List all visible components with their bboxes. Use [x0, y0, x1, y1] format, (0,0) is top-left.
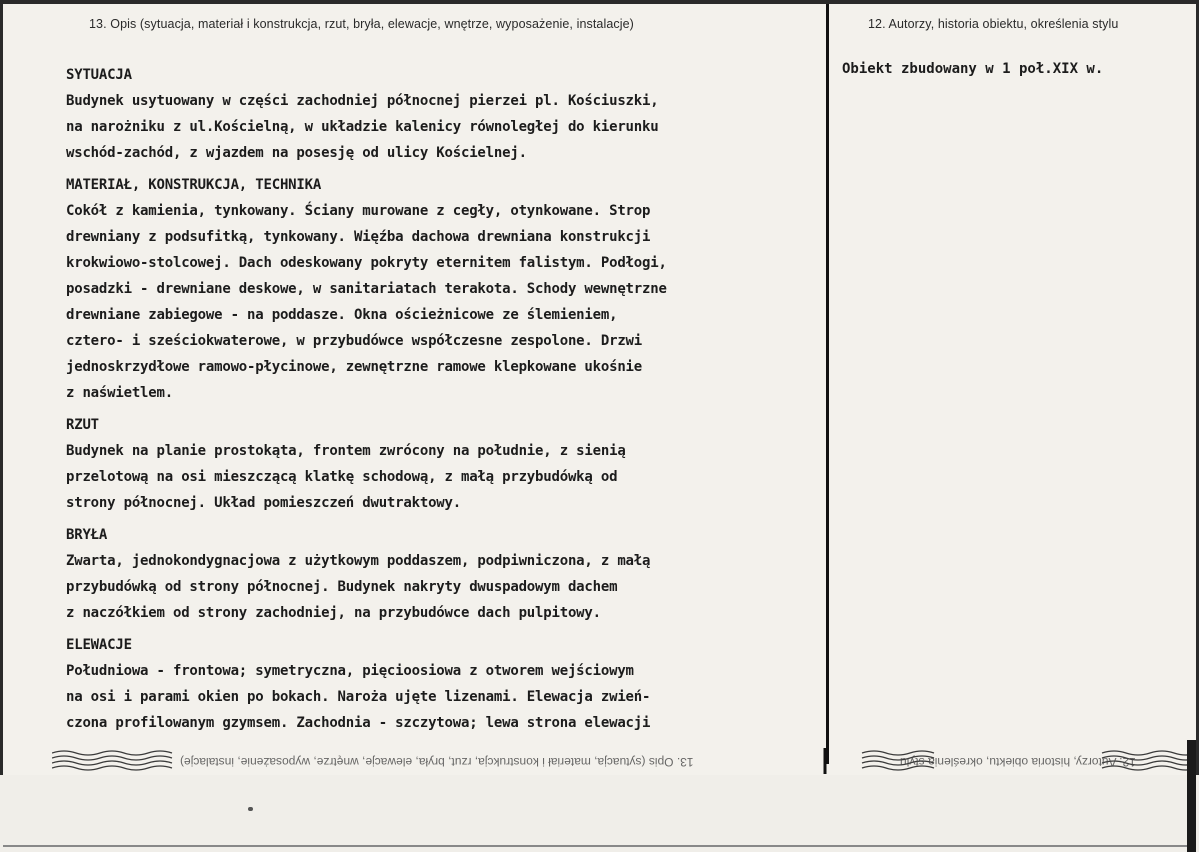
bottom-margin	[0, 775, 1199, 852]
header-authors-history: 12. Autorzy, historia obiektu, określenia stylu	[868, 17, 1119, 31]
mirrored-header-authors: 12. Autorzy, historia obiektu, określenia stylu	[900, 755, 1136, 769]
text-line: jednoskrzydłowe ramowo-płycinowe, zewnętrzne ramowe klepkowane ukośnie	[66, 359, 643, 375]
text-line: wschód-zachód, z wjazdem na posesję od ulicy Kościelnej.	[66, 145, 527, 161]
page-edge-left	[0, 0, 3, 852]
text-line: drewniane zabiegowe - na poddasze. Okna ościeżnicowe ze ślemieniem,	[66, 307, 618, 323]
text-line: przybudówką od strony północnej. Budynek nakryty dwuspadowym dachem	[66, 579, 618, 595]
header-description: 13. Opis (sytuacja, materiał i konstrukcja, rzut, bryła, elewacje, wnętrze, wyposażenie, instalacje)	[89, 17, 634, 31]
text-line: przelotową na osi mieszczącą klatkę schodową, z małą przybudówką od	[66, 469, 618, 485]
section-heading-elewacje: ELEWACJE	[66, 637, 132, 653]
description-column	[66, 62, 836, 736]
section-heading-bryla: BRYŁA	[66, 527, 108, 543]
right-edge-bar	[1187, 740, 1196, 852]
text-line: krokwiowo-stolcowej. Dach odeskowany pokryty eternitem falistym. Podłogi,	[66, 255, 667, 271]
bottom-rule	[3, 845, 1196, 847]
text-line: czona profilowanym gzymsem. Zachodnia - szczytowa; lewa strona elewacji	[66, 715, 651, 731]
text-line: Budynek na planie prostokąta, frontem zwrócony na południe, z sienią	[66, 443, 626, 459]
text-line: cztero- i sześciokwaterowe, w przybudówce współczesne zespolone. Drzwi	[66, 333, 643, 349]
mirrored-header-description: 13. Opis (sytuacja, materiał i konstrukcja, rzut, bryła, elewacje, wnętrze, wyposażenie, instalacje)	[180, 755, 694, 769]
text-line: z naświetlem.	[66, 385, 173, 401]
text-line: drewniany z podsufitką, tynkowany. Więźba dachowa drewniana konstrukcji	[66, 229, 651, 245]
text-line: strony północnej. Układ pomieszczeń dwutraktowy.	[66, 495, 461, 511]
text-line: na osi i parami okien po bokach. Naroża ujęte lizenami. Elewacja zwień-	[66, 689, 651, 705]
section-heading-material: MATERIAŁ, KONSTRUKCJA, TECHNIKA	[66, 177, 322, 193]
text-line: Południowa - frontowa; symetryczna, pięcioosiowa z otworem wejściowym	[66, 663, 634, 679]
text-line: na narożniku z ul.Kościelną, w układzie kalenicy równoległej do kierunku	[66, 119, 659, 135]
text-line: Budynek usytuowany w części zachodniej północnej pierzei pl. Kościuszki,	[66, 93, 659, 109]
section-heading-sytuacja: SYTUACJA	[66, 67, 132, 83]
ink-speck	[248, 807, 253, 811]
authors-history-column	[842, 57, 1103, 81]
text-line: z naczółkiem od strony zachodniej, na przybudówce dach pulpitowy.	[66, 605, 601, 621]
text-line: Zwarta, jednokondygnacjowa z użytkowym poddaszem, podpiwniczona, z małą	[66, 553, 651, 569]
section-heading-rzut: RZUT	[66, 417, 99, 433]
dating-text: Obiekt zbudowany w 1 poł.XIX w.	[842, 61, 1104, 77]
page-edge-top	[0, 0, 1199, 4]
text-line: posadzki - drewniane deskowe, w sanitariatach terakota. Schody wewnętrzne	[66, 281, 667, 297]
text-line: Cokół z kamienia, tynkowany. Ściany murowane z cegły, otynkowane. Strop	[66, 203, 651, 219]
